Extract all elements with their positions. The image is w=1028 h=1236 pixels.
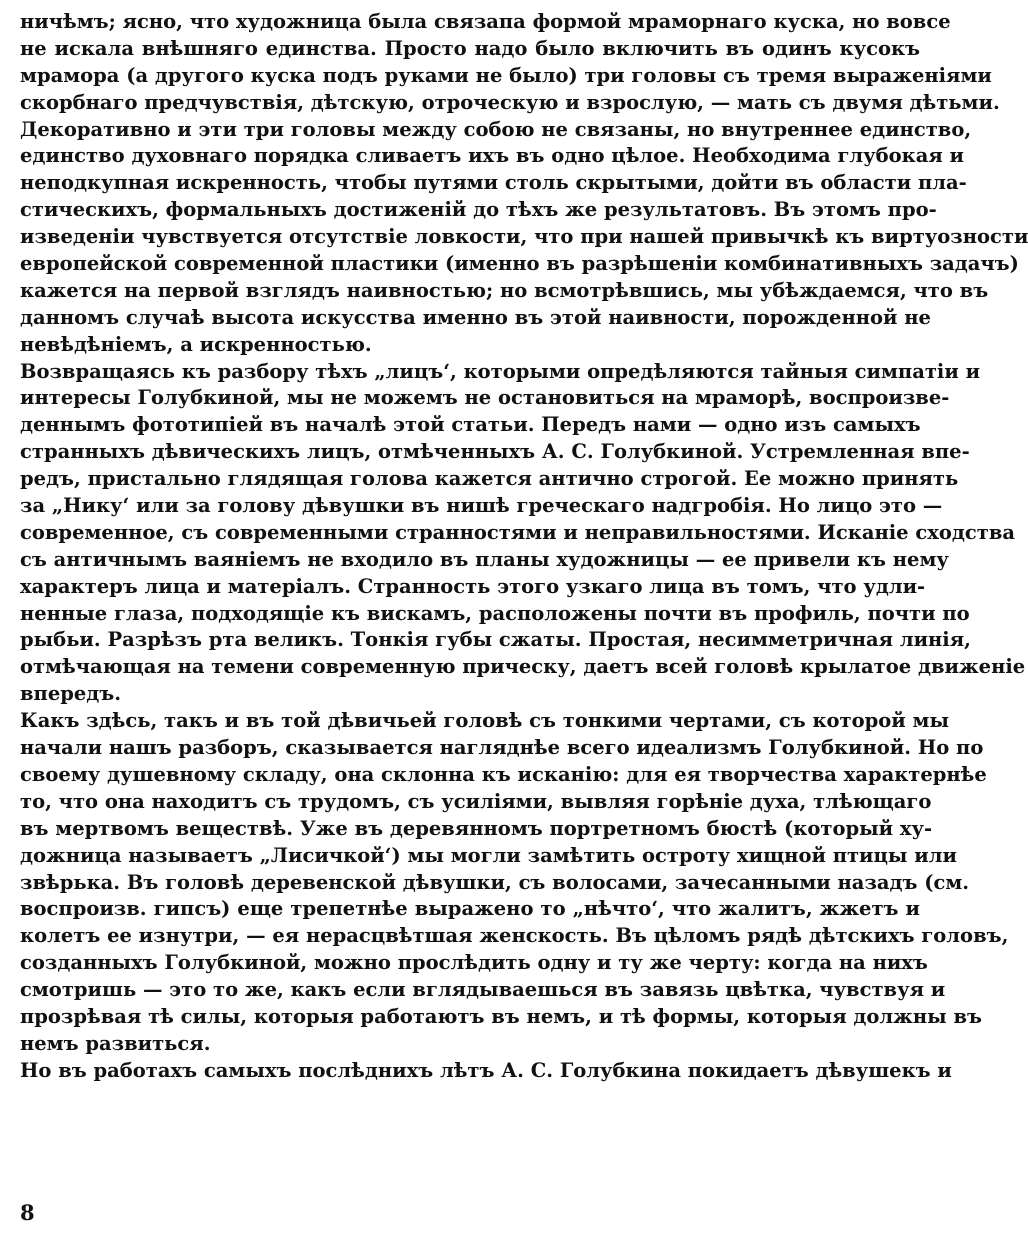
text-line: интересы Голубкиной, мы не можемъ не остановиться на мраморѣ, воспроизве- [20,386,950,410]
text-line: своему душевному складу, она склонна къ исканію: для ея творчества характернѣе [20,762,987,786]
text-line: начали нашъ разборъ, сказывается нагляднѣе всего идеализмъ Голубкиной. Но по [20,736,984,760]
text-line: ничѣмъ; ясно, что художница была связапа формой мраморнаго куска, но вовсе [20,10,951,33]
paragraph-last-line: немъ развиться. [20,1031,211,1055]
text-line: изведеніи чувствуется отсутствіе ловкости, что при нашей привычкѣ къ виртуозности [20,225,1028,249]
text-line: воспроизв. гипсъ) еще трепетнѣе выражено то „нѣчто‘, что жалитъ, жжетъ и [20,897,920,921]
text-line: характеръ лица и матеріалъ. Странность этого узкаго лица въ томъ, что удли- [20,574,926,598]
text-line: скорбнаго предчувствія, дѣтскую, отроческую и взрослую, — мать съ двумя дѣтьми. [20,90,1000,114]
text-line: съ античнымъ ваяніемъ не входило въ планы художницы — ее привели къ нему [20,547,949,571]
text-line: Но въ работахъ самыхъ послѣднихъ лѣтъ А. С. Голубкина покидаетъ дѣвушекъ и [20,1058,952,1082]
text-line: не искала внѣшняго единства. Просто надо было включить въ одинъ кусокъ [20,36,920,60]
text-line: кажется на первой взглядъ наивностью; но всмотрѣвшись, мы убѣждаемся, что въ [20,278,989,302]
text-line: стическихъ, формальныхъ достиженій до тѣхъ же результатовъ. Въ этомъ про- [20,198,937,222]
text-line: въ мертвомъ веществѣ. Уже въ деревянномъ портретномъ бюстѣ (который ху- [20,816,933,840]
text-line: колетъ ее изнутри, — ея нерасцвѣтшая женскость. Въ цѣломъ рядѣ дѣтскихъ головъ, [20,924,1009,948]
text-line: редъ, пристально глядящая голова кажется античнo строгой. Ее можно принять [20,467,959,491]
text-line: ненные глаза, подходящіе къ вискамъ, расположены почти въ профиль, почти по [20,601,970,625]
page-number: 8 [20,1200,35,1225]
text-line: Возвращаясь къ разбору тѣхъ „лицъ‘, которыми опредѣляются тайныя симпатіи и [20,359,981,383]
text-line: рыбьи. Разрѣзъ рта великъ. Тонкія губы сжаты. Простая, несимметричная линія, [20,628,971,652]
text-line: созданныхъ Голубкиной, можно прослѣдить одну и ту же черту: когда на нихъ [20,951,928,975]
text-line: странныхъ дѣвическихъ лицъ, отмѣченныхъ А. С. Голубкиной. Устремленная впе- [20,440,970,464]
paragraph-last-line: впередъ. [20,682,122,706]
text-line: современное, съ современными странностями и неправильностями. Исканіе сходства [20,520,1016,544]
text-line: отмѣчающая на темени современную прическу, даетъ всей головѣ крылатое движеніе [20,655,1026,679]
text-line: дожница называетъ „Лисичкой‘) мы могли замѣтить остроту хищной птицы или [20,843,957,867]
text-line: Декоративно и эти три головы между собою не связаны, но внутреннее единство, [20,117,972,141]
text-line: мрамора (а другого куска подъ руками не было) три головы съ тремя выраженіями [20,63,992,87]
text-line: то, что она находитъ съ трудомъ, съ усиліями, вывляя горѣніе духа, тлѣющаго [20,789,932,813]
paragraph-last-line: невѣдѣніемъ, а искренностью. [20,332,372,356]
text-line: звѣрька. Въ головѣ деревенской дѣвушки, съ волосами, зачесанными назадъ (см. [20,870,970,894]
text-line: европейской современной пластики (именно въ разрѣшеніи комбинативныхъ задачъ) [20,252,1019,276]
text-line: за „Нику‘ или за голову дѣвушки въ нишѣ греческаго надгробія. Но лицо это — [20,494,943,518]
text-line: прозрѣвая тѣ силы, которыя работаютъ въ немъ, и тѣ формы, которыя должны въ [20,1004,982,1028]
text-line: единство духовнаго порядка сливаетъ ихъ въ одно цѣлое. Необходима глубокая и [20,144,965,168]
text-line: Какъ здѣсь, такъ и въ той дѣвичьей головѣ съ тонкими чертами, съ которой мы [20,709,950,733]
text-line: смотришь — это то же, какъ если вглядываешься въ завязь цвѣтка, чувствуя и [20,978,946,1002]
text-line: неподкупная искренность, чтобы путями столь скрытыми, дойти въ области пла- [20,171,967,195]
body-text [20,9,1028,1085]
text-line: данномъ случаѣ высота искусства именно въ этой наивности, порожденной не [20,305,931,329]
text-line: деннымъ фототипіей въ началѣ этой статьи. Передъ нами — одно изъ самыхъ [20,413,921,437]
